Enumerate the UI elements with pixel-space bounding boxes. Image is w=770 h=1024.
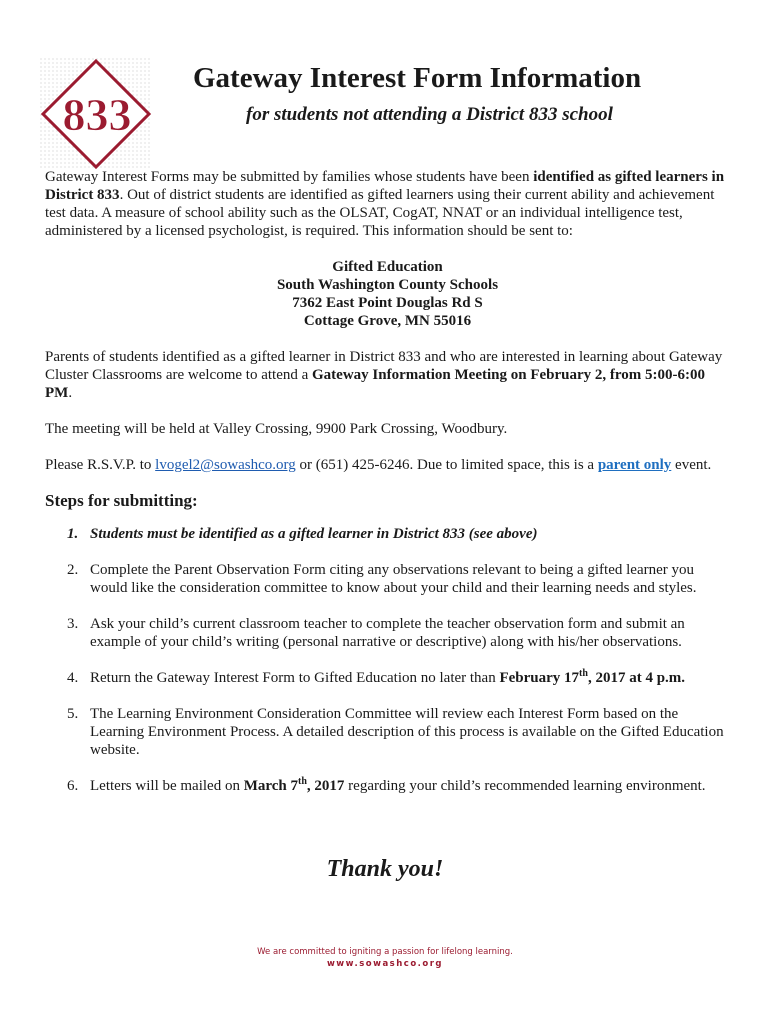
page-title: Gateway Interest Form Information [193, 62, 642, 94]
meeting-paragraph: Parents of students identified as a gifted learner in District 833 and who are interested in learning about Gateway Cluster Classrooms are welcome to attend a Gateway Information Meeting on February 2, from 5:00-6:00 PM. [45, 349, 723, 401]
footer-tagline: We are committed to igniting a passion for lifelong learning. [257, 947, 513, 957]
location-paragraph: The meeting will be held at Valley Crossing, 9900 Park Crossing, Woodbury. [45, 421, 508, 437]
thank-you-text: Thank you! [326, 856, 444, 882]
address-line-1: Gifted Education [332, 259, 443, 275]
rsvp-paragraph: Please R.S.V.P. to lvogel2@sowashco.org or (651) 425-6246. Due to limited space, this is a parent only event. [45, 457, 712, 473]
district-833-logo [40, 58, 152, 170]
logo-text: 833 [62, 89, 132, 140]
main-content [45, 168, 730, 813]
mailing-address [45, 258, 730, 330]
address-line-2: South Washington County Schools [276, 277, 499, 293]
list-item: 4. Return the Gateway Interest Form to Gifted Education no later than February 17th, 2017 at 4 p.m. [67, 668, 686, 686]
list-item: 2. Complete the Parent Observation Form citing any observations relevant to being a gifted learner you would like the consideration committee to know about your child and their learning needs and styles. [67, 562, 697, 596]
list-item: 5. The Learning Environment Consideration Committee will review each Interest Form based on the Learning Environment Process. A detailed description of this process is available on the Gifted Education website. [67, 706, 724, 758]
rsvp-email-link[interactable]: lvogel2@sowashco.org [155, 457, 296, 473]
list-item: 1. Students must be identified as a gifted learner in District 833 (see above) [67, 526, 538, 542]
steps-heading: Steps for submitting: [45, 491, 198, 510]
steps-list [45, 525, 730, 795]
footer-website: www.sowashco.org [326, 959, 444, 969]
address-line-3: 7362 East Point Douglas Rd S [292, 295, 483, 311]
list-item: 6. Letters will be mailed on March 7th, 2017 regarding your child’s recommended learning environment. [67, 776, 706, 794]
page-subtitle: for students not attending a District 833 school [246, 104, 613, 125]
parent-only-link[interactable]: parent only [597, 457, 672, 473]
intro-paragraph: Gateway Interest Forms may be submitted by families whose students have been identified as gifted learners in District 833. Out of district students are identified as gifted learners using their current ability and achievement test data. A measure of school ability such as the OLSAT, CogAT, NNAT or an individual intelligence test, administered by a licensed psychologist, is required. This information should be sent to: [45, 169, 725, 239]
address-line-4: Cottage Grove, MN 55016 [303, 313, 472, 329]
list-item: 3. Ask your child’s current classroom teacher to complete the teacher observation form and submit an example of your child’s writing (personal narrative or descriptive) along with his/her observations. [67, 616, 685, 650]
footer [0, 946, 770, 970]
